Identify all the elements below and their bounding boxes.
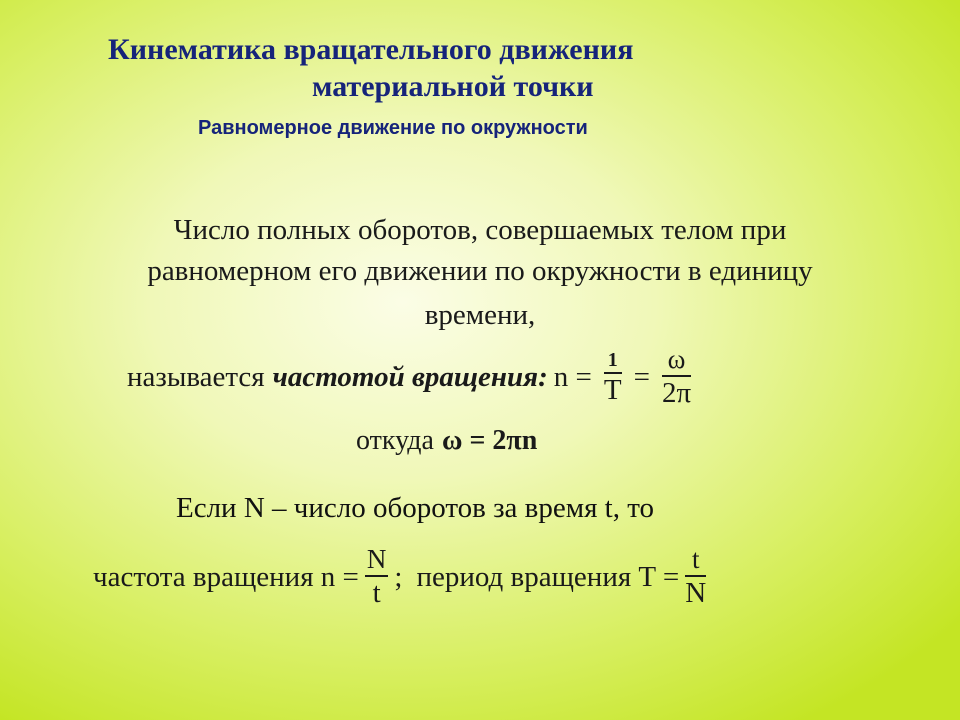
formula-separator: ; xyxy=(394,560,403,593)
slide-subtitle: Равномерное движение по окружности xyxy=(198,117,588,139)
fraction-numerator: 1 xyxy=(607,348,618,371)
omega-formula: ω = 2πn xyxy=(441,425,538,456)
definition-line-1: Число полных оборотов, совершаемых телом при xyxy=(173,214,787,246)
period-label: период вращения T = xyxy=(416,560,680,593)
definition-line-2: равномерном его движении по окружности в единицу xyxy=(147,255,813,287)
condition-text: Если N – число оборотов за время t, то xyxy=(176,492,655,524)
fraction-t-over-N xyxy=(685,546,706,608)
final-formulas xyxy=(93,546,712,608)
fraction-denominator: T xyxy=(603,373,622,406)
equals-sign: = xyxy=(633,360,650,393)
fraction-denominator: t xyxy=(372,577,381,609)
fraction-one-over-T xyxy=(604,350,622,405)
frequency-lead-text: называется xyxy=(127,360,265,393)
fraction-denominator: 2π xyxy=(661,377,692,409)
whence-formula xyxy=(356,425,537,457)
frequency-formula xyxy=(127,346,697,408)
frequency-lhs: n = xyxy=(553,360,592,393)
whence-lead-text: откуда xyxy=(356,425,434,456)
slide-title-line2: материальной точки xyxy=(312,70,594,103)
fraction-numerator: N xyxy=(366,544,387,574)
fraction-N-over-t xyxy=(365,546,389,608)
slide-title-line1: Кинематика вращательного движения xyxy=(108,33,634,66)
definition-line-3: времени, xyxy=(424,299,536,331)
fraction-denominator: N xyxy=(685,577,707,609)
fraction-omega-over-2pi xyxy=(662,346,691,408)
frequency-term: частотой вращения: xyxy=(272,360,548,393)
fraction-numerator: ω xyxy=(667,344,686,374)
fraction-numerator: t xyxy=(691,544,700,574)
frequency-label: частота вращения n = xyxy=(93,560,359,593)
